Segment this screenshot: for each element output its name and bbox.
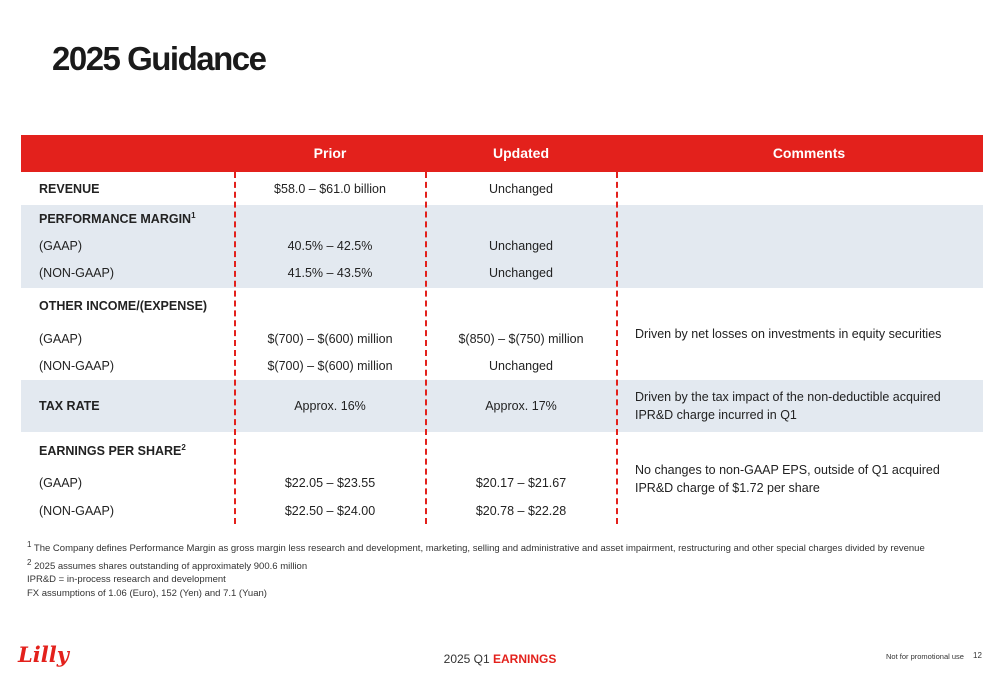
other-income-comment: Driven by net losses on investments in equity securities [635,327,942,341]
column-divider [234,172,236,524]
perf-margin-nongaap-label: (NON-GAAP) [39,266,114,280]
event-label: 2025 Q1 EARNINGS [443,652,557,666]
perf-margin-gaap-prior: 40.5% – 42.5% [287,239,373,253]
header-updated: Updated [493,145,549,161]
perf-margin-nongaap-updated: Unchanged [489,266,553,280]
page-title: 2025 Guidance [52,40,266,77]
eps-nongaap-prior: $22.50 – $24.00 [284,504,376,518]
footnote-ipr: IPR&D = in-process research and development [27,574,226,586]
tax-rate-updated: Approx. 17% [485,399,557,413]
footnote-1: $^1$ The Company defines Performance Margin as gross margin less research and development, marketing, selling and administrative and asset impairment, restructuring and other special charges divided by revenue [27,540,925,555]
other-income-nongaap-label: (NON-GAAP) [39,359,114,373]
eps-gaap-updated: $20.17 – $21.67 [475,476,567,490]
row-revenue [21,172,983,205]
other-income-gaap-updated: $(850) – $(750) million [458,332,584,346]
column-divider [425,172,427,524]
eps-nongaap-label: (NON-GAAP) [39,504,114,518]
footnotes [27,538,925,600]
footnote-fx: FX assumptions of 1.06 (Euro), 152 (Yen) and 7.1 (Yuan) [27,587,267,599]
other-income-gaap-label: (GAAP) [39,332,83,346]
tax-rate-prior: Approx. 16% [294,399,366,413]
eps-gaap-prior: $22.05 – $23.55 [284,476,376,490]
perf-margin-nongaap-prior: 41.5% – 43.5% [287,266,373,280]
eps-gaap-label: (GAAP) [39,476,83,490]
lilly-logo: Lilly [18,642,69,667]
row-eps [21,432,983,524]
disclaimer: Not for promotional use [886,652,964,661]
revenue-label: REVENUE [39,182,100,196]
revenue-prior: $58.0 – $61.0 billion [274,182,386,196]
table-header [21,135,983,172]
row-other-income [21,288,983,380]
other-income-nongaap-updated: Unchanged [489,359,553,373]
footnote-2: $^2$ 2025 assumes shares outstanding of approximately 900.6 million [27,557,308,572]
other-income-gaap-prior: $(700) – $(600) million [267,332,393,346]
other-income-label: OTHER INCOME/(EXPENSE) [39,299,208,313]
other-income-nongaap-prior: $(700) – $(600) million [267,359,393,373]
header-comments: Comments [772,145,846,161]
eps-comment: No changes to non-GAAP EPS, outside of Q1 acquired IPR&D charge of $1.72 per share [635,463,940,495]
row-tax-rate [21,380,983,432]
eps-nongaap-updated: $20.78 – $22.28 [475,504,567,518]
header-prior: Prior [313,145,347,161]
perf-margin-gaap-label: (GAAP) [39,239,83,253]
eps-label: EARNINGS PER SHARE$^2$ [39,443,186,459]
page-number: 12 [973,651,982,660]
guidance-table [21,135,983,524]
perf-margin-gaap-updated: Unchanged [489,239,553,253]
tax-rate-label: TAX RATE [39,399,100,413]
row-performance-margin [21,205,983,288]
perf-margin-label: PERFORMANCE MARGIN$^1$ [39,211,196,227]
column-divider [616,172,618,524]
tax-rate-comment: Driven by the tax impact of the non-deductible acquired IPR&D charge incurred in Q1 [635,390,941,422]
revenue-updated: Unchanged [489,182,553,196]
